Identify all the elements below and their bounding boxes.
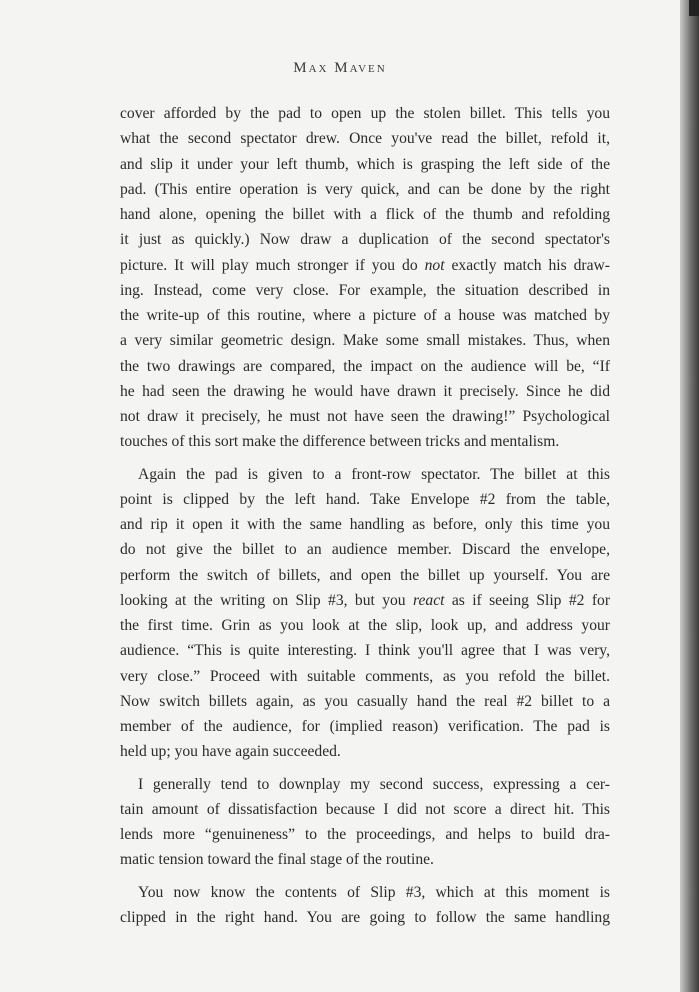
text-line: he had seen the drawing he would have drawn it precisely. Since he did (120, 382, 610, 400)
text-line: touches of this sort make the difference between tricks and mentalism. (120, 433, 560, 451)
text-line: not draw it precisely, he must not have seen the drawing!” Psychological (120, 408, 610, 425)
text-line: lends more “genuineness” to the proceedings, and helps to build dra- (120, 826, 610, 843)
paragraph-1 (120, 101, 610, 455)
page-corner-mark (689, 0, 699, 16)
body-text (120, 101, 610, 937)
emphasis-word: react (412, 591, 445, 609)
text-line: member of the audience, for (implied reason) verification. The pad is (120, 718, 610, 735)
paragraph-4 (120, 880, 610, 931)
text-line: You now know the contents of Slip #3, which at this moment is (138, 883, 610, 901)
text-line: audience. “This is quite interesting. I think you'll agree that I was very, (120, 642, 610, 660)
page-edge-shadow (680, 0, 699, 992)
text-line: perform the switch of billets, and open the billet up yourself. You are (120, 566, 610, 584)
text-line: it just as quickly.) Now draw a duplication of the second spectator's (120, 231, 610, 249)
text-line: Again the pad is given to a front-row spectator. The billet at this (138, 465, 610, 483)
text-line: cover afforded by the pad to open up the stolen billet. This tells you (120, 105, 610, 122)
text-line: the two drawings are compared, the impact on the audience will be, “If (120, 357, 610, 375)
text-line: held up; you have again succeeded. (120, 743, 341, 761)
text-line: clipped in the right hand. You are going to follow the same handling (120, 908, 610, 926)
text-line: a very similar geometric design. Make some small mistakes. Thus, when (120, 332, 610, 350)
running-head: Max Maven (293, 60, 387, 76)
text-line: pad. (This entire operation is very quick, and can be done by the right (120, 180, 610, 198)
text-line: the write-up of this routine, where a picture of a house was matched by (120, 307, 610, 324)
text-line: and rip it open it with the same handling as before, only this time you (120, 516, 610, 533)
text-line: Now switch billets again, as you casually hand the real #2 billet to a (120, 692, 610, 710)
text-line: hand alone, opening the billet with a flick of the thumb and refolding (120, 206, 610, 223)
text-line: very close.” Proceed with suitable comments, as you refold the billet. (120, 667, 610, 685)
text-line: tain amount of dissatisfaction because I did not score a direct hit. This (120, 800, 610, 818)
text-line: what the second spectator drew. Once you've read the billet, refold it, (120, 130, 610, 148)
text-line: ing. Instead, come very close. For example, the situation described in (120, 281, 610, 299)
text-line: matic tension toward the final stage of the routine. (120, 851, 434, 869)
text-line: and slip it under your left thumb, which is grasping the left side of the (120, 155, 610, 173)
paragraph-3 (120, 772, 610, 873)
text-line: I generally tend to downplay my second success, expressing a cer- (138, 775, 610, 793)
text-line: looking at the writing on Slip #3, but you react as if seeing Slip #2 for (120, 591, 611, 609)
text-line: picture. It will play much stronger if you do not exactly match his draw- (120, 256, 610, 274)
text-line: do not give the billet to an audience member. Discard the envelope, (120, 541, 610, 559)
emphasis-word: not (424, 256, 445, 274)
text-line: point is clipped by the left hand. Take Envelope #2 from the table, (120, 490, 610, 508)
paragraph-2 (120, 462, 610, 765)
text-line: the first time. Grin as you look at the slip, look up, and address your (120, 617, 610, 634)
